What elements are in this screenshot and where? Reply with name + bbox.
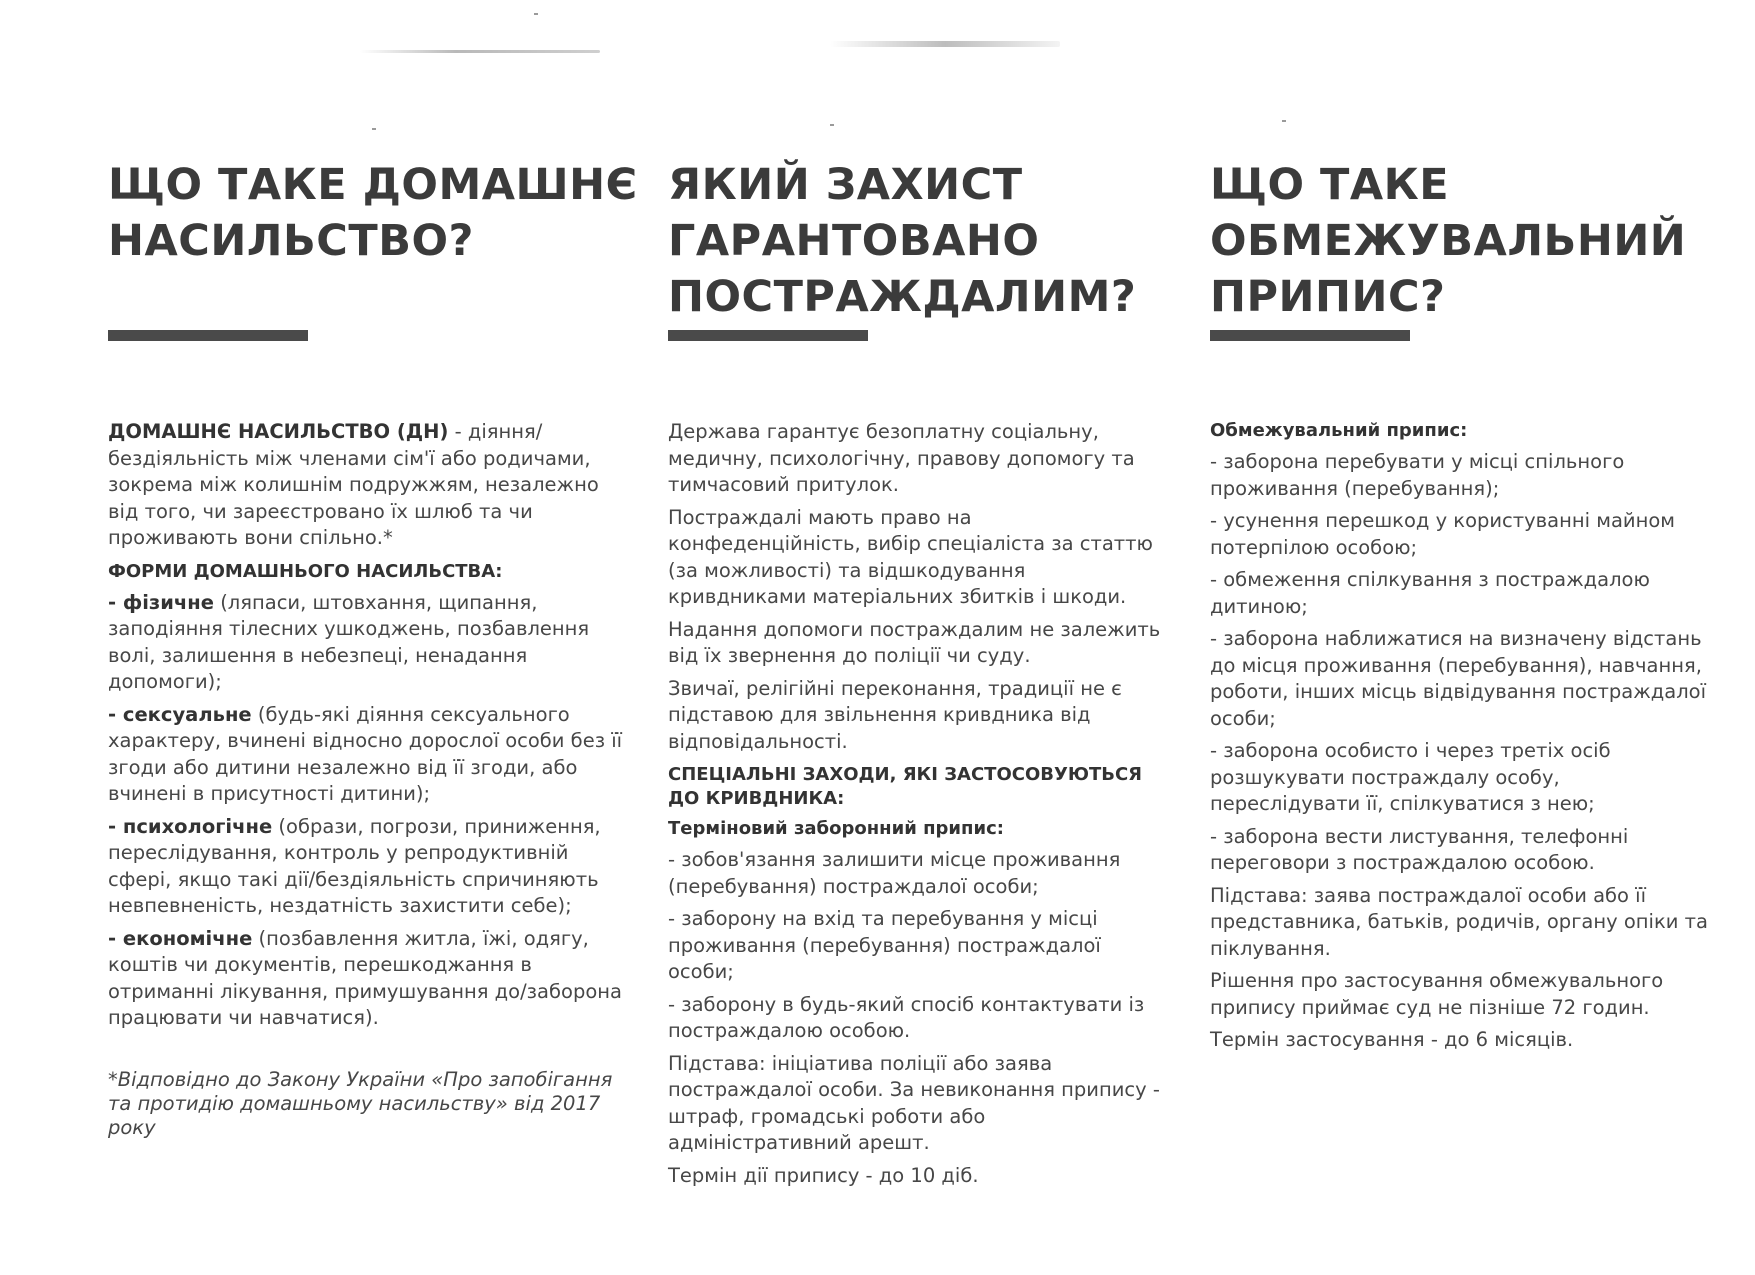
- section-title: ЯКИЙ ЗАХИСТ ГАРАНТОВАНО ПОСТРАЖДАЛИМ?: [668, 160, 1137, 322]
- basis-text: Підстава: ініціатива поліції або заява постраждалої особи. За невиконання припису - штраф, громадські роботи або адміністративний арешт.: [668, 1051, 1160, 1154]
- section-title: ЩО ТАКЕ ОБМЕЖУВАЛЬНИЙ ПРИПИС?: [1210, 160, 1687, 322]
- form-item-economic: - економічне (позбавлення житла, їжі, одягу, коштів чи документів, перешкоджання в отриманні лікування, примушування до/заборона працювати чи навчатися).: [108, 926, 622, 1029]
- definition-text: - діяння/бездіяльність між членами сім'ї або родичами, зокрема між колишнім подружжям, незалежно від того, чи зареєстровано їх шлюб та чи проживають вони спільно.*: [108, 420, 599, 549]
- title-underline: [108, 330, 308, 341]
- definition-term: ДОМАШНЄ НАСИЛЬСТВО (ДН): [108, 420, 449, 443]
- list-item: - зобов'язання залишити місце проживання (перебування) постраждалої особи;: [668, 848, 1121, 898]
- list-item: - обмеження спілкування з постраждалою дитиною;: [1210, 568, 1650, 618]
- scan-artifact: [830, 41, 1060, 47]
- scan-speck: [372, 128, 376, 130]
- list-item: - заборона особисто і через третіх осіб розшукувати постраждалу особу, переслідувати її, спілкуватися з нею;: [1210, 739, 1611, 815]
- decision-text: Рішення про застосування обмежувального припису приймає суд не пізніше 72 годин.: [1210, 969, 1664, 1019]
- scan-artifact: [360, 50, 600, 53]
- urgent-order-heading: Терміновий заборонний припис:: [668, 818, 1004, 839]
- section-body: [668, 419, 1168, 1195]
- list-item: - усунення перешкод у користуванні майном потерпілою особою;: [1210, 509, 1675, 559]
- form-item-sexual: - сексуальне (будь-які діяння сексуального характеру, вчинені відносно дорослої особи без її згоди або дитини незалежно від її згоди, або вчинені в присутності дитини);: [108, 702, 623, 805]
- paragraph: Держава гарантує безоплатну соціальну, медичну, психологічну, правову допомогу та тимчасовий притулок.: [668, 420, 1135, 496]
- list-item: - заборону в будь-який спосіб контактувати із постраждалою особою.: [668, 992, 1145, 1042]
- term-text: Термін дії припису - до 10 діб.: [668, 1163, 979, 1187]
- measures-heading: СПЕЦІАЛЬНІ ЗАХОДИ, ЯКІ ЗАСТОСОВУЮТЬСЯ ДО КРИВДНИКА:: [668, 764, 1143, 809]
- paragraph: Постраждалі мають право на конфеденційність, вибір спеціаліста за статтю (за можливості) та відшкодування кривдниками матеріальних збитків і шкоди.: [668, 505, 1153, 608]
- title-underline: [668, 330, 868, 341]
- section-body: [108, 419, 628, 1146]
- form-item-psychological: - психологічне (образи, погрози, приниження, переслідування, контроль у репродуктивній сфері, якщо такі дії/бездіяльність спричиняють невпевненість, нездатність захистити себе);: [108, 814, 601, 917]
- paragraph: Звичаї, релігійні переконання, традиції не є підставою для звільнення кривдника від відповідальності.: [668, 676, 1122, 753]
- scan-speck: [534, 13, 538, 15]
- list-item: - заборона перебувати у місці спільного проживання (перебування);: [1210, 450, 1625, 500]
- section-body: [1210, 419, 1710, 1060]
- list-item: - заборону на вхід та перебування у місці проживання (перебування) постраждалої особи;: [668, 907, 1101, 983]
- scan-speck: [1282, 120, 1286, 122]
- definition: [108, 419, 628, 552]
- form-item-physical: - фізичне (ляпаси, штовхання, щипання, заподіяння тілесних ушкоджень, позбавлення волі, залишення в небезпеці, ненадання допомоги);: [108, 590, 590, 693]
- list-item: - заборона наближатися на визначену відстань до місця проживання (перебування), навчання, роботи, інших місць відвідування постраждалої особи;: [1210, 627, 1707, 730]
- scan-speck: [830, 124, 834, 126]
- section-title: ЩО ТАКЕ ДОМАШНЄ НАСИЛЬСТВО?: [108, 160, 638, 266]
- footnote: *Відповідно до Закону України «Про запобігання та протидію домашньому насильству» від 2017 року: [108, 1067, 613, 1139]
- basis-text: Підстава: заява постраждалої особи або її представника, батьків, родичів, органу опіки та піклування.: [1210, 883, 1708, 960]
- order-heading: Обмежувальний припис:: [1210, 420, 1468, 441]
- list-item: - заборона вести листування, телефонні переговори з постраждалою особою.: [1210, 824, 1629, 874]
- paragraph: Надання допомоги постраждалим не залежить від їх звернення до поліції чи суду.: [668, 617, 1161, 667]
- forms-heading: ФОРМИ ДОМАШНЬОГО НАСИЛЬСТВА:: [108, 560, 503, 582]
- term-text: Термін застосування - до 6 місяців.: [1210, 1028, 1574, 1051]
- title-underline: [1210, 330, 1410, 341]
